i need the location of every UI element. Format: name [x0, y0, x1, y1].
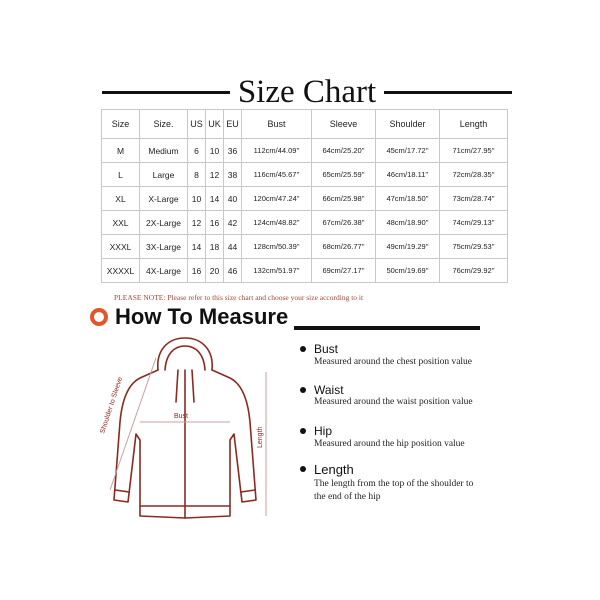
how-to-measure-header	[90, 302, 390, 332]
cell-shoulder: 46cm/18.11''	[376, 163, 440, 187]
cell-us: 8	[188, 163, 206, 187]
header-size: Size	[102, 110, 140, 139]
cell-bust: 116cm/45.67''	[242, 163, 312, 187]
bullet-icon	[300, 428, 306, 434]
cell-uk: 10	[206, 139, 224, 163]
cell-eu: 38	[224, 163, 242, 187]
page-title: Size Chart	[237, 74, 377, 110]
header-sleeve: Sleeve	[312, 110, 376, 139]
cell-size: XXL	[102, 211, 140, 235]
header-us: US	[188, 110, 206, 139]
cell-size: L	[102, 163, 140, 187]
table-row	[102, 259, 508, 283]
cell-sleeve: 65cm/25.59''	[312, 163, 376, 187]
size-chart-header	[102, 74, 512, 110]
cell-sleeve: 68cm/26.77''	[312, 235, 376, 259]
cell-eu: 40	[224, 187, 242, 211]
measure-name: Bust	[314, 342, 339, 356]
header-bust: Bust	[242, 110, 312, 139]
cell-us: 16	[188, 259, 206, 283]
cell-size-name: 3X-Large	[140, 235, 188, 259]
measure-desc-line-2: the end of the hip	[314, 492, 381, 502]
cell-eu: 36	[224, 139, 242, 163]
cell-bust: 132cm/51.97''	[242, 259, 312, 283]
cell-length: 74cm/29.13''	[440, 211, 508, 235]
size-table	[101, 109, 508, 283]
title-rule-left	[102, 91, 230, 94]
body-right-outline	[185, 370, 256, 518]
measure-desc: Measured around the waist position value	[314, 397, 473, 407]
bullet-icon	[300, 387, 306, 393]
header-eu: EU	[224, 110, 242, 139]
cell-length: 75cm/29.53''	[440, 235, 508, 259]
drawstring-right	[192, 370, 194, 402]
drawstring-left	[176, 370, 178, 402]
cell-sleeve: 64cm/25.20''	[312, 139, 376, 163]
table-row	[102, 139, 508, 163]
header-uk: UK	[206, 110, 224, 139]
cell-shoulder: 48cm/18.90''	[376, 211, 440, 235]
measure-desc: Measured around the chest position value	[314, 357, 473, 367]
section-title: How To Measure	[115, 304, 289, 329]
cell-us: 12	[188, 211, 206, 235]
table-row	[102, 211, 508, 235]
cell-eu: 42	[224, 211, 242, 235]
cell-shoulder: 47cm/18.50''	[376, 187, 440, 211]
header-size-name: Size.	[140, 110, 188, 139]
header-shoulder: Shoulder	[376, 110, 440, 139]
cell-bust: 120cm/47.24''	[242, 187, 312, 211]
cell-shoulder: 49cm/19.29''	[376, 235, 440, 259]
measure-name: Length	[314, 462, 354, 477]
title-rule-right	[384, 91, 512, 94]
table-header-row	[102, 110, 508, 139]
table-row	[102, 235, 508, 259]
cell-uk: 12	[206, 163, 224, 187]
cell-us: 14	[188, 235, 206, 259]
table-row	[102, 163, 508, 187]
cell-size-name: 2X-Large	[140, 211, 188, 235]
cuff-left	[115, 490, 129, 492]
cell-length: 72cm/28.35''	[440, 163, 508, 187]
size-note: PLEASE NOTE: Please refer to this size chart and choose your size according to it	[114, 293, 364, 302]
cell-size: XXXL	[102, 235, 140, 259]
cell-eu: 44	[224, 235, 242, 259]
label-shoulder-to-sleeve: Shoulder to Sleeve	[99, 376, 125, 435]
measure-desc: Measured around the hip position value	[314, 439, 465, 449]
cell-sleeve: 67cm/26.38''	[312, 211, 376, 235]
cell-uk: 18	[206, 235, 224, 259]
cell-eu: 46	[224, 259, 242, 283]
cell-uk: 20	[206, 259, 224, 283]
cell-bust: 128cm/50.39''	[242, 235, 312, 259]
cell-size-name: X-Large	[140, 187, 188, 211]
label-length: Length	[257, 426, 264, 448]
cuff-right	[241, 490, 255, 492]
hood-inner	[165, 346, 205, 370]
cell-bust: 112cm/44.09''	[242, 139, 312, 163]
cell-shoulder: 45cm/17.72''	[376, 139, 440, 163]
cell-size: XL	[102, 187, 140, 211]
cell-uk: 16	[206, 211, 224, 235]
measure-name: Hip	[314, 424, 333, 438]
header-length: Length	[440, 110, 508, 139]
measure-desc-line-1: The length from the top of the shoulder to	[314, 479, 474, 489]
cell-size-name: 4X-Large	[140, 259, 188, 283]
cell-sleeve: 69cm/27.17''	[312, 259, 376, 283]
cell-size-name: Large	[140, 163, 188, 187]
cell-size: XXXXL	[102, 259, 140, 283]
cell-size-name: Medium	[140, 139, 188, 163]
body-left-outline	[114, 370, 185, 518]
cell-sleeve: 66cm/25.98''	[312, 187, 376, 211]
cell-length: 76cm/29.92''	[440, 259, 508, 283]
section-rule	[294, 326, 480, 330]
bullet-icon	[300, 346, 306, 352]
ring-icon	[90, 308, 108, 326]
cell-us: 10	[188, 187, 206, 211]
bullet-icon	[300, 466, 306, 472]
cell-us: 6	[188, 139, 206, 163]
label-bust: Bust	[174, 413, 189, 420]
cell-shoulder: 50cm/19.69''	[376, 259, 440, 283]
cell-uk: 14	[206, 187, 224, 211]
cell-size: M	[102, 139, 140, 163]
measure-name: Waist	[314, 383, 344, 397]
table-row	[102, 187, 508, 211]
hoodie-diagram	[90, 330, 290, 530]
cell-length: 73cm/28.74''	[440, 187, 508, 211]
cell-length: 71cm/27.95''	[440, 139, 508, 163]
cell-bust: 124cm/48.82''	[242, 211, 312, 235]
